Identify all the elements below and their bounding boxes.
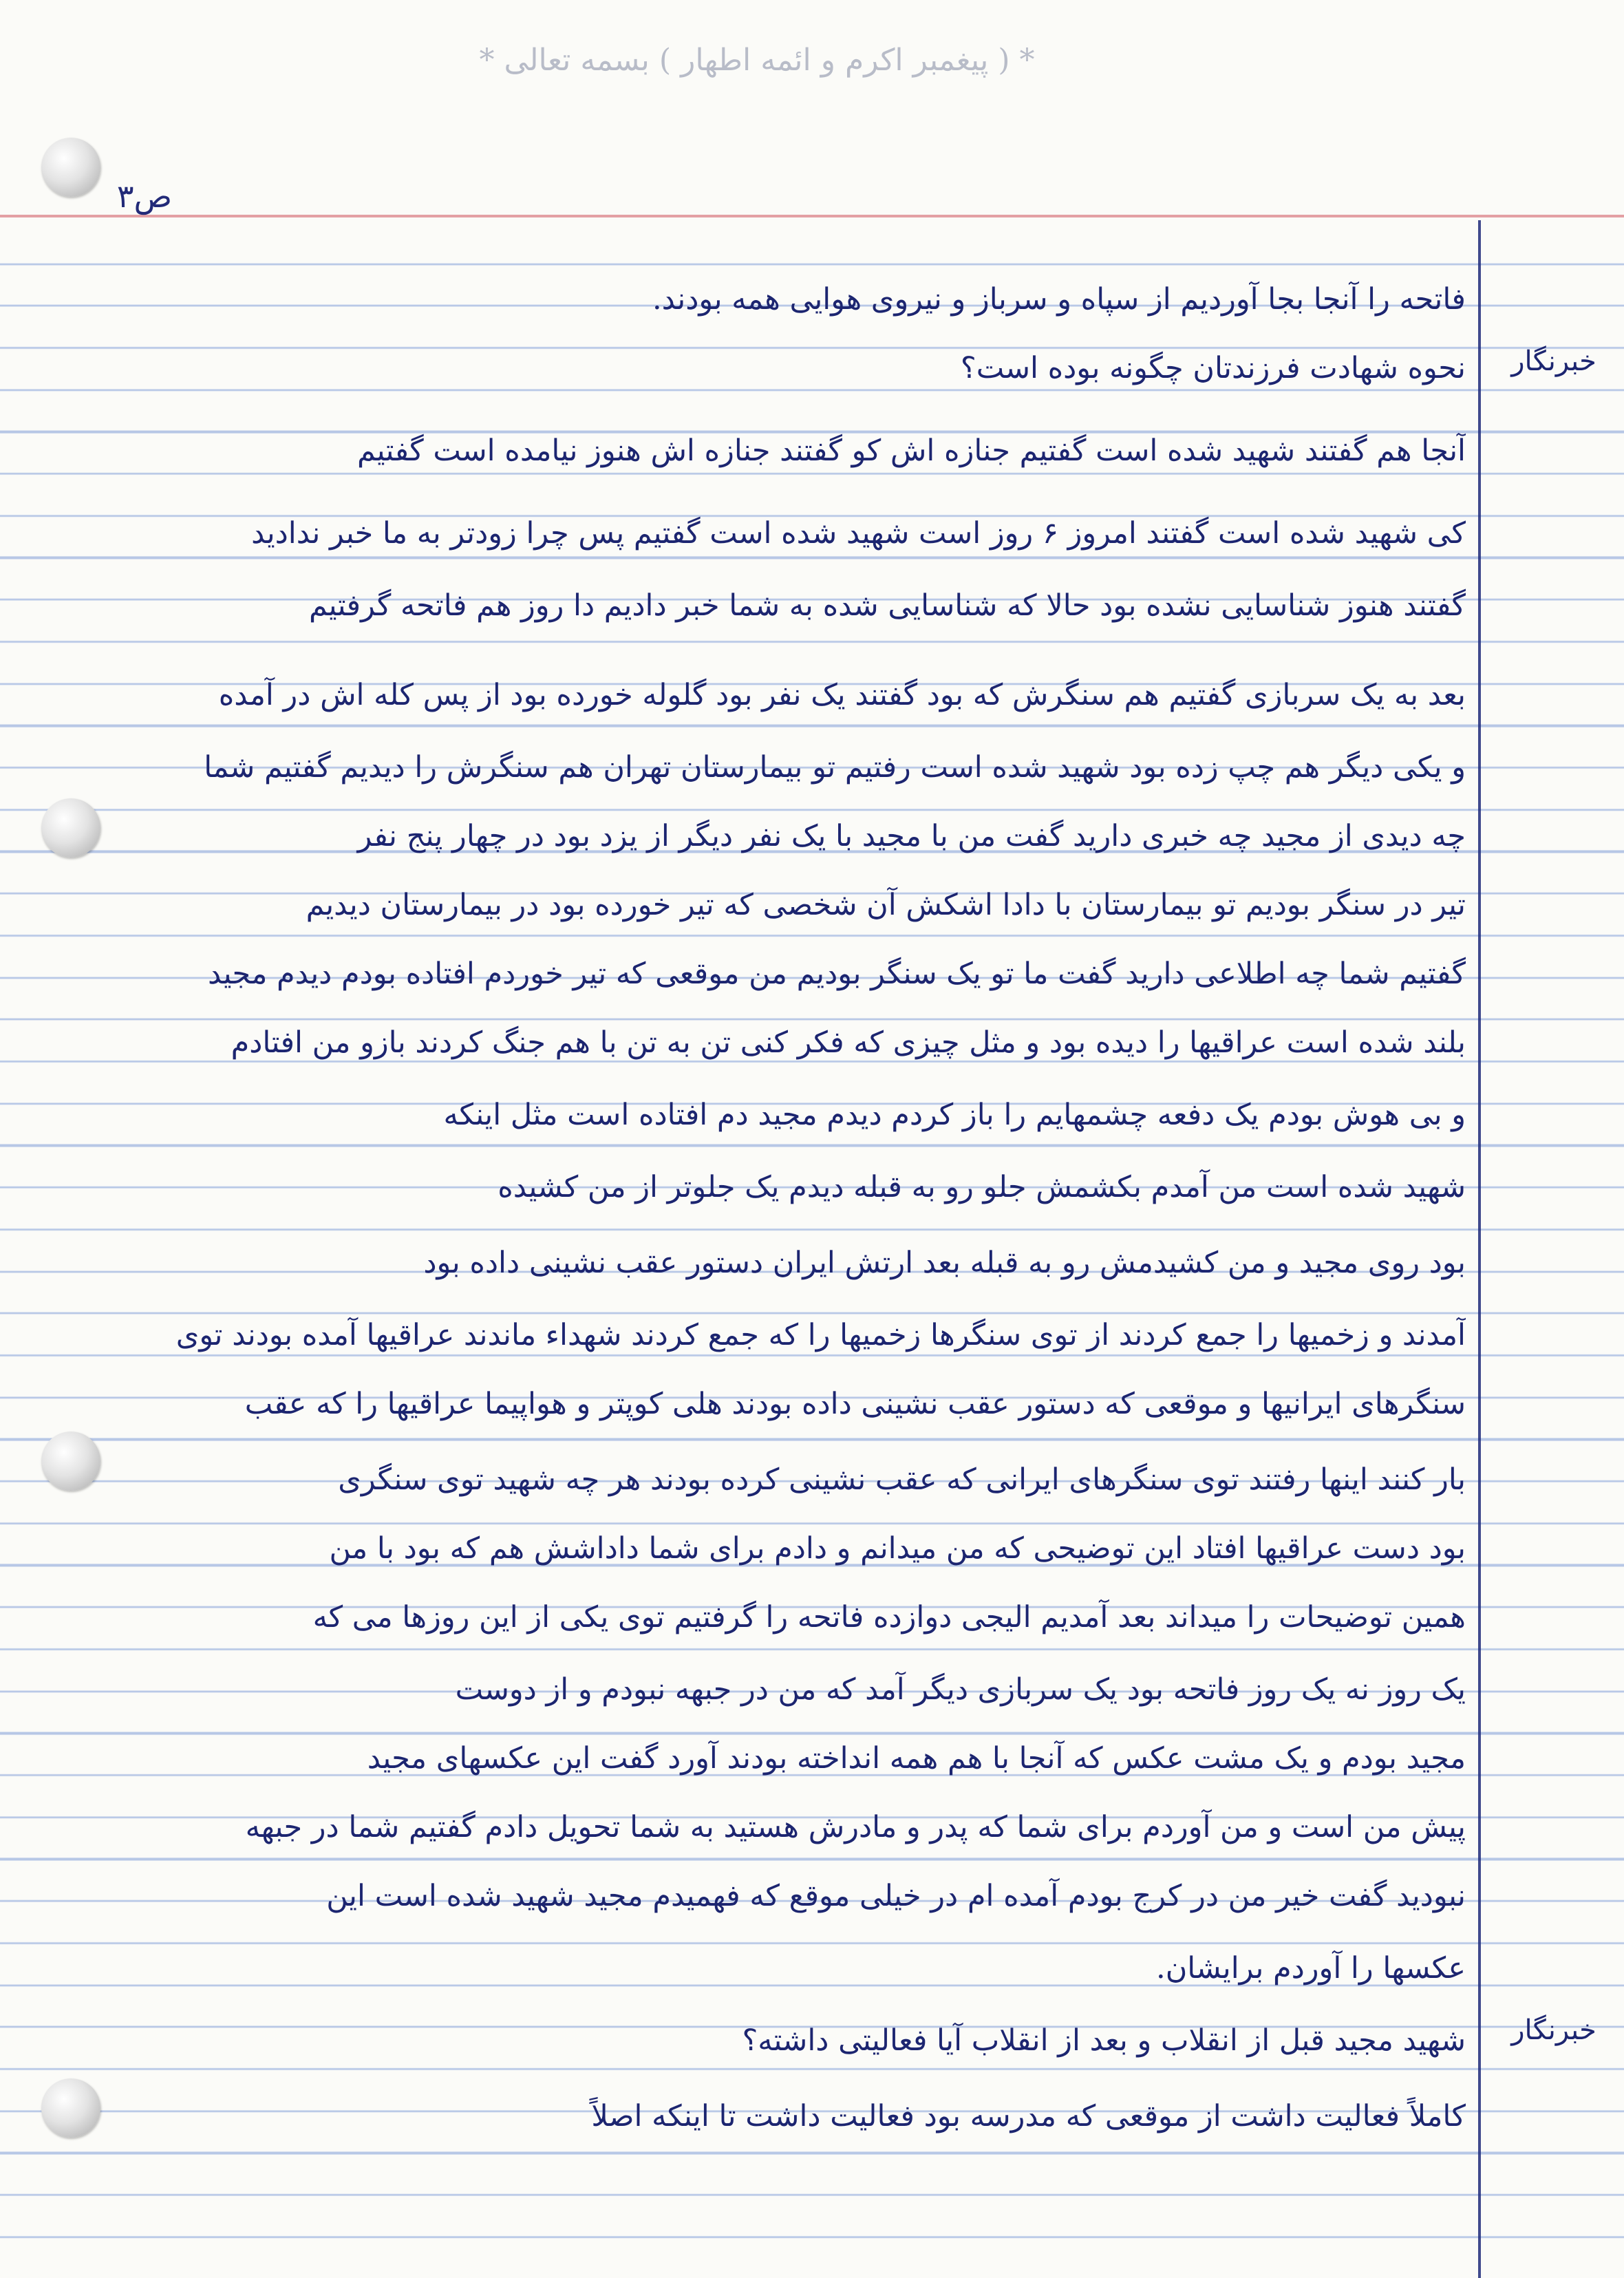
text-line: تیر در سنگر بودیم تو بیمارستان با دادا اشکش آن شخصی که تیر خورده بود در بیمارستان دیدیم [306,888,1466,922]
text-line: پیش من است و من آوردم برای شما که پدر و مادرش هستید به شما تحویل دادم گفتیم شما در جبهه [245,1810,1466,1844]
text-line: بعد به یک سربازی گفتیم هم سنگرش که بود گفتند یک نفر بود گلوله خورده بود از پس کله اش در آمده [218,678,1466,712]
text-line: عکسها را آوردم برایشان. [1156,1951,1466,1986]
page-number: ص۳ [116,178,173,215]
text-line: کاملاً فعالیت داشت از موقعی که مدرسه بود فعالیت داشت تا اینکه اصلاً [591,2099,1466,2133]
text-line: کی شهید شده است گفتند امروز ۶ روز است شهید شده است گفتیم پس چرا زودتر به ما خبر ندادید [251,516,1466,551]
text-line: چه دیدی از مجید چه خبری دارید گفت من با مجید با یک نفر دیگر از یزد بود در چهار پنج نفر [357,819,1466,853]
text-line: بود روی مجید و من کشیدمش رو به قبله بعد ارتش ایران دستور عقب نشینی داده بود [423,1246,1466,1280]
text-line: بود دست عراقیها افتاد این توضیحی که من میدانم و دادم برای شما داداشش هم که بود با من [329,1531,1466,1566]
text-line: همین توضیحات را میداند بعد آمدیم الیجی دوازده فاتحه را گرفتیم توی یکی از این روزها می که [312,1600,1466,1635]
text-line: سنگرهای ایرانیها و موقعی که دستور عقب نشینی داده بودند هلی کوپتر و هواپیما عراقیها را که عقب [244,1387,1466,1421]
corner-crease [76,48,117,76]
text-line: آنجا هم گفتند شهید شده است گفتیم جنازه اش کو گفتند جنازه اش هنوز نیامده است گفتیم [356,434,1466,468]
text-line: نبودید گفت خیر من در کرج بودم آمده ام در خیلی موقع که فهمیدم مجید شهید شده است این [326,1879,1466,1913]
text-line: و یکی دیگر هم چپ زده بود شهید شده است رفتیم تو بیمارستان تهران هم سنگرش را دیدیم گفتیم شما [204,750,1466,785]
text-line: گفتیم شما چه اطلاعی دارید گفت ما تو یک سنگر بودیم من موقعی که تیر خوردم افتاده بودم دیدم مجید [208,957,1466,991]
page-top-band [0,0,1624,220]
top-margin-line [0,215,1624,217]
margin-label-reporter: خبرنگار [1511,2014,1596,2046]
margin-label-reporter: خبرنگار [1511,345,1596,377]
text-line: یک روز نه یک روز فاتحه بود یک سربازی دیگر آمد که من در جبهه نبودم و از دوست [455,1672,1466,1707]
text-line: و بی هوش بودم یک دفعه چشمهایم را باز کردم دیدم مجید دم افتاده است مثل اینکه [443,1098,1466,1132]
text-line: مجید بودم و یک مشت عکس که آنجا با هم همه انداخته بودند آورد گفت این عکسهای مجید [367,1741,1466,1776]
text-line: بار کنند اینها رفتند توی سنگرهای ایرانی که عقب نشینی کرده بودند هر چه شهید توی سنگری [338,1462,1466,1497]
text-line: فاتحه را آنجا بجا آوردیم از سپاه و سرباز و نیروی هوایی همه بودند. [652,282,1466,317]
text-line: شهید شده است من آمدم بکشمش جلو رو به قبله دیدم یک جلوتر از من کشیده [498,1170,1466,1204]
text-line: نحوه شهادت فرزندتان چگونه بوده است؟ [960,351,1466,385]
side-margin-line [1478,220,1481,2278]
text-line: گفتند هنوز شناسایی نشده بود حالا که شناسایی شده به شما خبر دادیم دا روز هم فاتحه گرفتیم [308,588,1466,623]
punch-hole [41,138,100,197]
text-line: آمدند و زخمیها را جمع کردند از توی سنگرها زخمیها را که جمع کردند شهداء ماندند عراقیها آمده بودند توی [175,1318,1466,1352]
faint-header-text: * ( پیغمبر اکرم و ائمه اطهار ) بسمه تعالی * [479,43,1035,78]
text-line: شهید مجید قبل از انقلاب و بعد از انقلاب آیا فعالیتی داشته؟ [742,2023,1466,2058]
text-line: بلند شده است عراقیها را دیده بود و مثل چیزی که فکر کنی تن به تن با هم جنگ کردند بازو من افتادم [231,1025,1466,1060]
